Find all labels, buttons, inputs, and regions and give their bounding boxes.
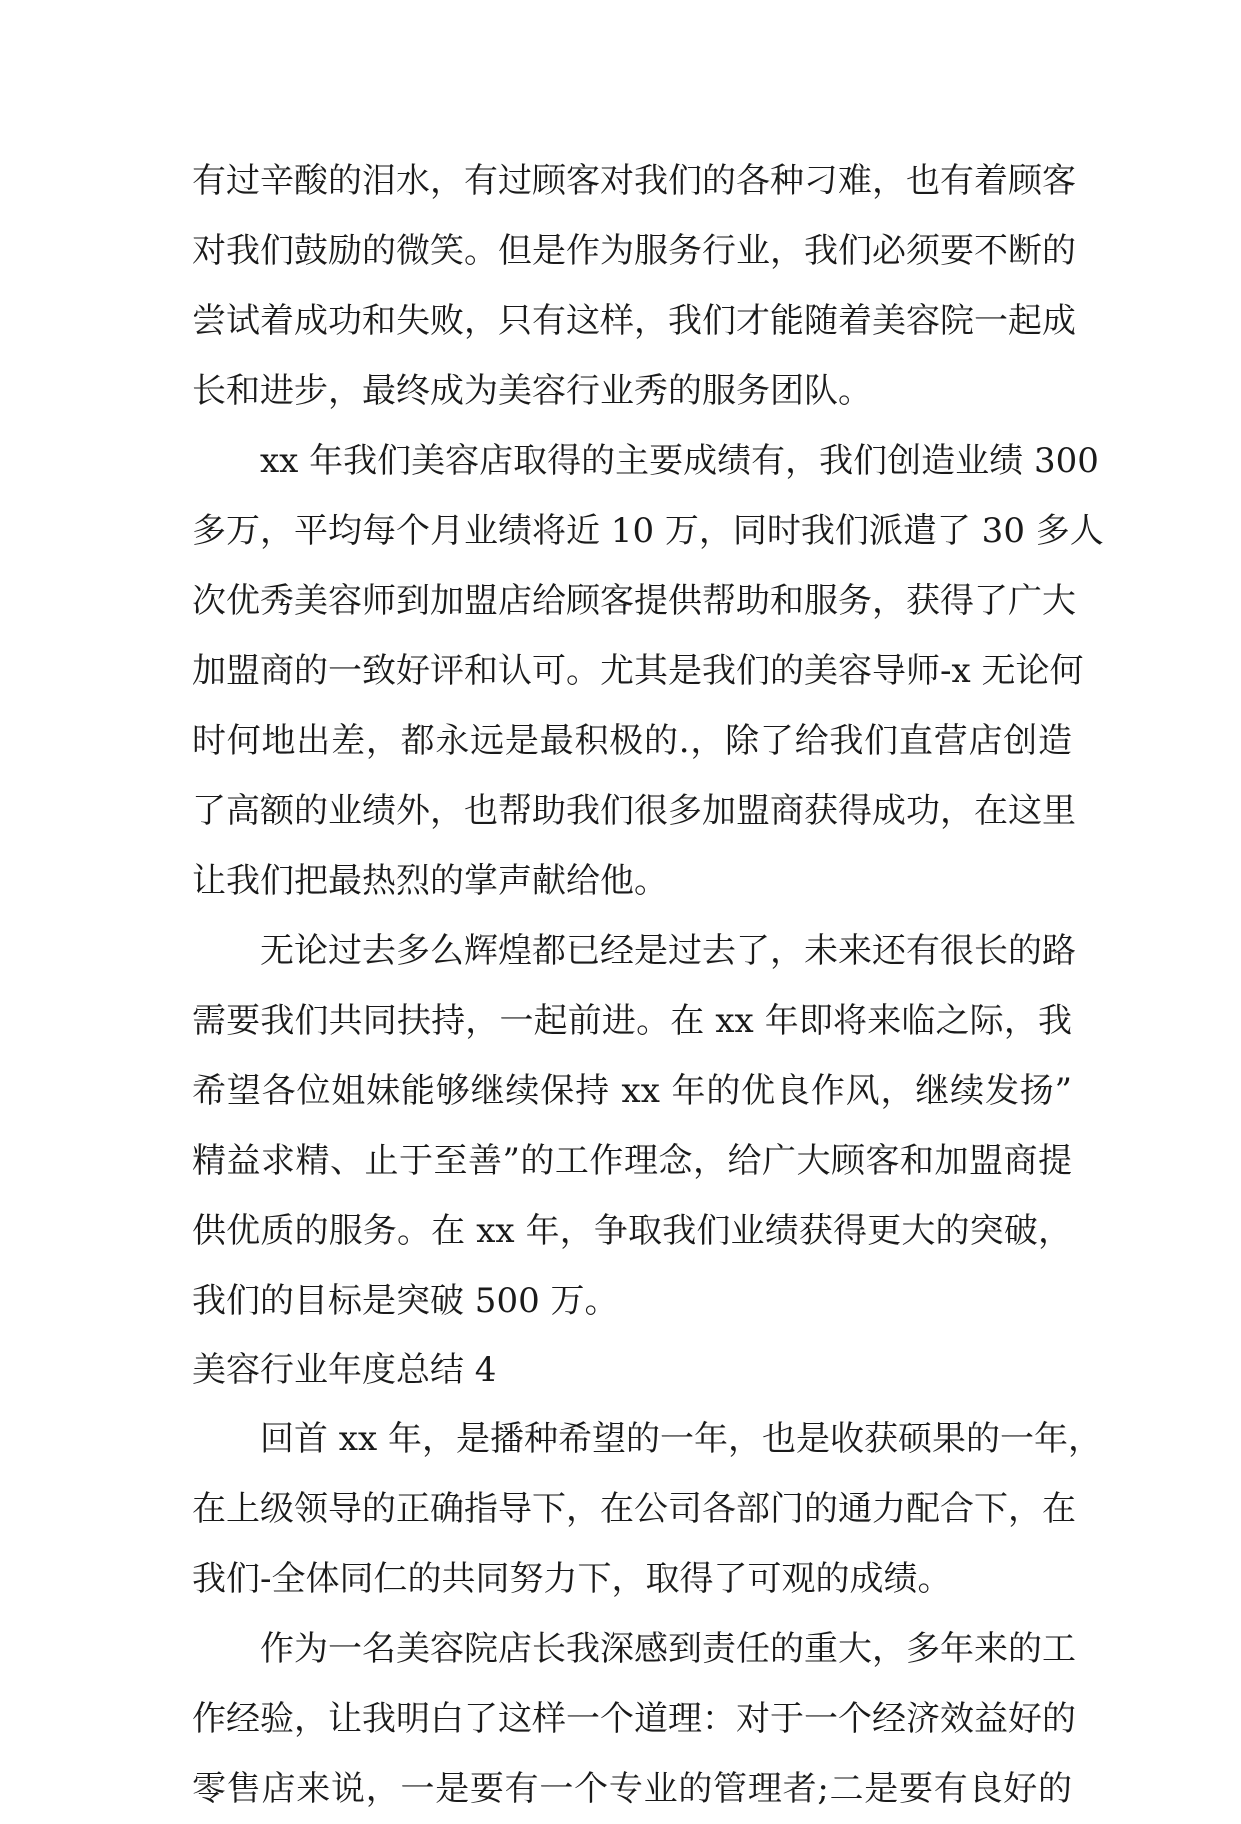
paragraph bbox=[192, 1614, 1076, 1824]
text-line: 希望各位姐妹能够继续保持 xx 年的优良作风，继续发扬” bbox=[192, 1071, 1072, 1111]
text-line: 作为一名美容院店长我深感到责任的重大，多年来的工 bbox=[260, 1629, 1076, 1669]
text-line: 让我们把最热烈的掌声献给他。 bbox=[192, 861, 668, 901]
paragraph bbox=[192, 1404, 1102, 1614]
text-line: 加盟商的一致好评和认可。尤其是我们的美容导师-x 无论何 bbox=[192, 651, 1084, 691]
text-line: 尝试着成功和失败，只有这样，我们才能随着美容院一起成 bbox=[192, 301, 1076, 341]
text-line: 作经验，让我明白了这样一个道理：对于一个经济效益好的 bbox=[192, 1699, 1076, 1739]
text-line: 在上级领导的正确指导下，在公司各部门的通力配合下，在 bbox=[192, 1489, 1076, 1529]
paragraph bbox=[192, 426, 1104, 916]
text-line: 我们-全体同仁的共同努力下，取得了可观的成绩。 bbox=[192, 1559, 952, 1599]
paragraph bbox=[192, 146, 1076, 426]
text-line: 长和进步，最终成为美容行业秀的服务团队。 bbox=[192, 371, 872, 411]
text-line: 精益求精、止于至善”的工作理念，给广大顾客和加盟商提 bbox=[192, 1141, 1072, 1181]
section-heading: 美容行业年度总结 4 bbox=[192, 1350, 497, 1390]
text-line: 有过辛酸的泪水，有过顾客对我们的各种刁难，也有着顾客 bbox=[192, 161, 1076, 201]
document-page bbox=[192, 146, 1104, 1824]
paragraph bbox=[192, 916, 1076, 1336]
text-line: 回首 xx 年，是播种希望的一年，也是收获硕果的一年， bbox=[260, 1419, 1102, 1459]
text-line: 了高额的业绩外，也帮助我们很多加盟商获得成功，在这里 bbox=[192, 791, 1076, 831]
text-line: 无论过去多么辉煌都已经是过去了，未来还有很长的路 bbox=[260, 931, 1076, 971]
text-line: 我们的目标是突破 500 万。 bbox=[192, 1281, 619, 1321]
text-line: 需要我们共同扶持，一起前进。在 xx 年即将来临之际，我 bbox=[192, 1001, 1072, 1041]
text-line: 多万，平均每个月业绩将近 10 万，同时我们派遣了 30 多人 bbox=[192, 511, 1104, 551]
text-line: xx 年我们美容店取得的主要成绩有，我们创造业绩 300 bbox=[260, 441, 1099, 481]
text-line: 次优秀美容师到加盟店给顾客提供帮助和服务，获得了广大 bbox=[192, 581, 1076, 621]
text-line: 供优质的服务。在 xx 年，争取我们业绩获得更大的突破， bbox=[192, 1211, 1072, 1251]
text-line: 对我们鼓励的微笑。但是作为服务行业，我们必须要不断的 bbox=[192, 231, 1076, 271]
text-line: 零售店来说，一是要有一个专业的管理者;二是要有良好的 bbox=[192, 1769, 1072, 1809]
text-line: 时何地出差，都永远是最积极的.，除了给我们直营店创造 bbox=[192, 721, 1072, 761]
